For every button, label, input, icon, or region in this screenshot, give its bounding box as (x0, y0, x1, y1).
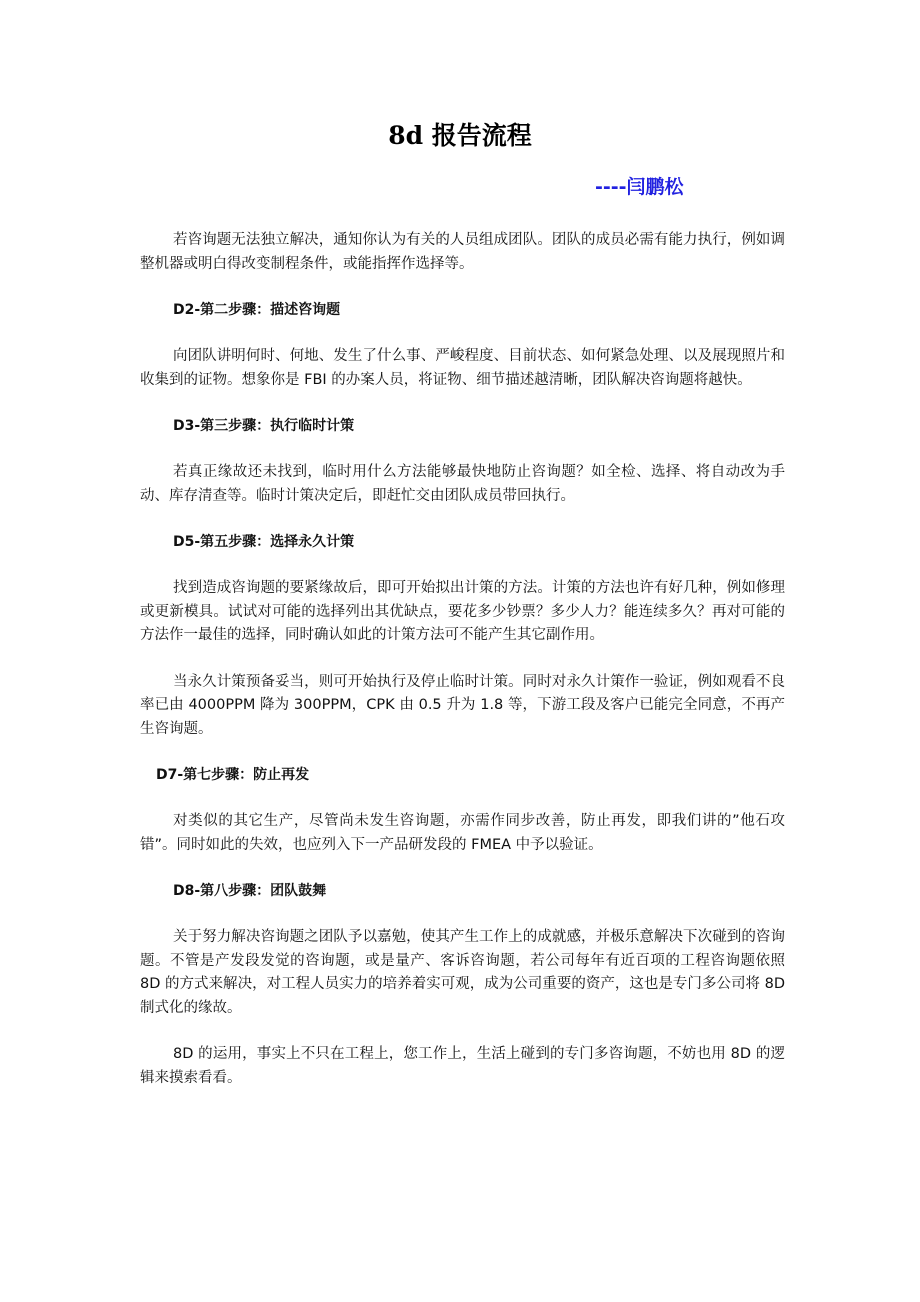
step-d6-paragraph: 当永久计策预备妥当，则可开始执行及停止临时计策。同时对永久计策作一验证，例如观看不良率已由 4000PPM 降为 300PPM，CPK 由 0.5 升为 1.8 等，下游工段及客户已能完全同意，不再产生咨询题。 (140, 673, 785, 737)
closing-paragraph: 8D 的运用，事实上不只在工程上，您工作上，生活上碰到的专门多咨询题，不妨也用 8D 的逻辑来摸索看看。 (140, 1046, 785, 1086)
step-d5-heading: D5-第五步骤：选择永久计策 (173, 534, 355, 550)
step-d7-heading: D7-第七步骤：防止再发 (156, 767, 310, 783)
step-d3-paragraph: 若真正缘故还未找到，临时用什么方法能够最快地防止咨询题？如全检、选择、将自动改为手动、库存清查等。临时计策决定后，即赶忙交由团队成员带回执行。 (140, 464, 785, 504)
step-d3-heading: D3-第三步骤：执行临时计策 (173, 418, 355, 434)
document-body (140, 229, 785, 1113)
document-title: 8d 报告流程 (388, 121, 532, 150)
step-d2-paragraph: 向团队讲明何时、何地、发生了什么事、严峻程度、目前状态、如何紧急处理、以及展现照片和收集到的证物。想象你是 FBI 的办案人员，将证物、细节描述越清晰，团队解决咨询题将越快。 (140, 348, 785, 388)
intro-paragraph: 若咨询题无法独立解决，通知你认为有关的人员组成团队。团队的成员必需有能力执行，例如调整机器或明白得改变制程条件，或能指挥作选择等。 (140, 232, 785, 272)
step-d7-paragraph: 对类似的其它生产，尽管尚未发生咨询题，亦需作同步改善，防止再发，即我们讲的”他石攻错”。同时如此的失效，也应列入下一产品研发段的 FMEA 中予以验证。 (140, 813, 785, 853)
step-d8-paragraph: 关于努力解决咨询题之团队予以嘉勉，使其产生工作上的成就感，并极乐意解决下次碰到的咨询题。不管是产发段发觉的咨询题，或是量产、客诉咨询题，若公司每年有近百项的工程咨询题依照 8D 的方式来解决，对工程人员实力的培养着实可观，成为公司重要的资产，这也是专门多公司将 8D 制式化的缘故。 (140, 929, 785, 1016)
step-d8-heading: D8-第八步骤：团队鼓舞 (173, 883, 327, 899)
document-author: ----闫鹏松 (595, 176, 684, 198)
step-d2-heading: D2-第二步骤：描述咨询题 (173, 302, 341, 318)
step-d5-paragraph: 找到造成咨询题的要紧缘故后，即可开始拟出计策的方法。计策的方法也许有好几种，例如修理或更新模具。试试对可能的选择列出其优缺点，要花多少钞票？多少人力？能连续多久？再对可能的方法作一最佳的选择，同时确认如此的计策方法可不能产生其它副作用。 (140, 580, 785, 643)
